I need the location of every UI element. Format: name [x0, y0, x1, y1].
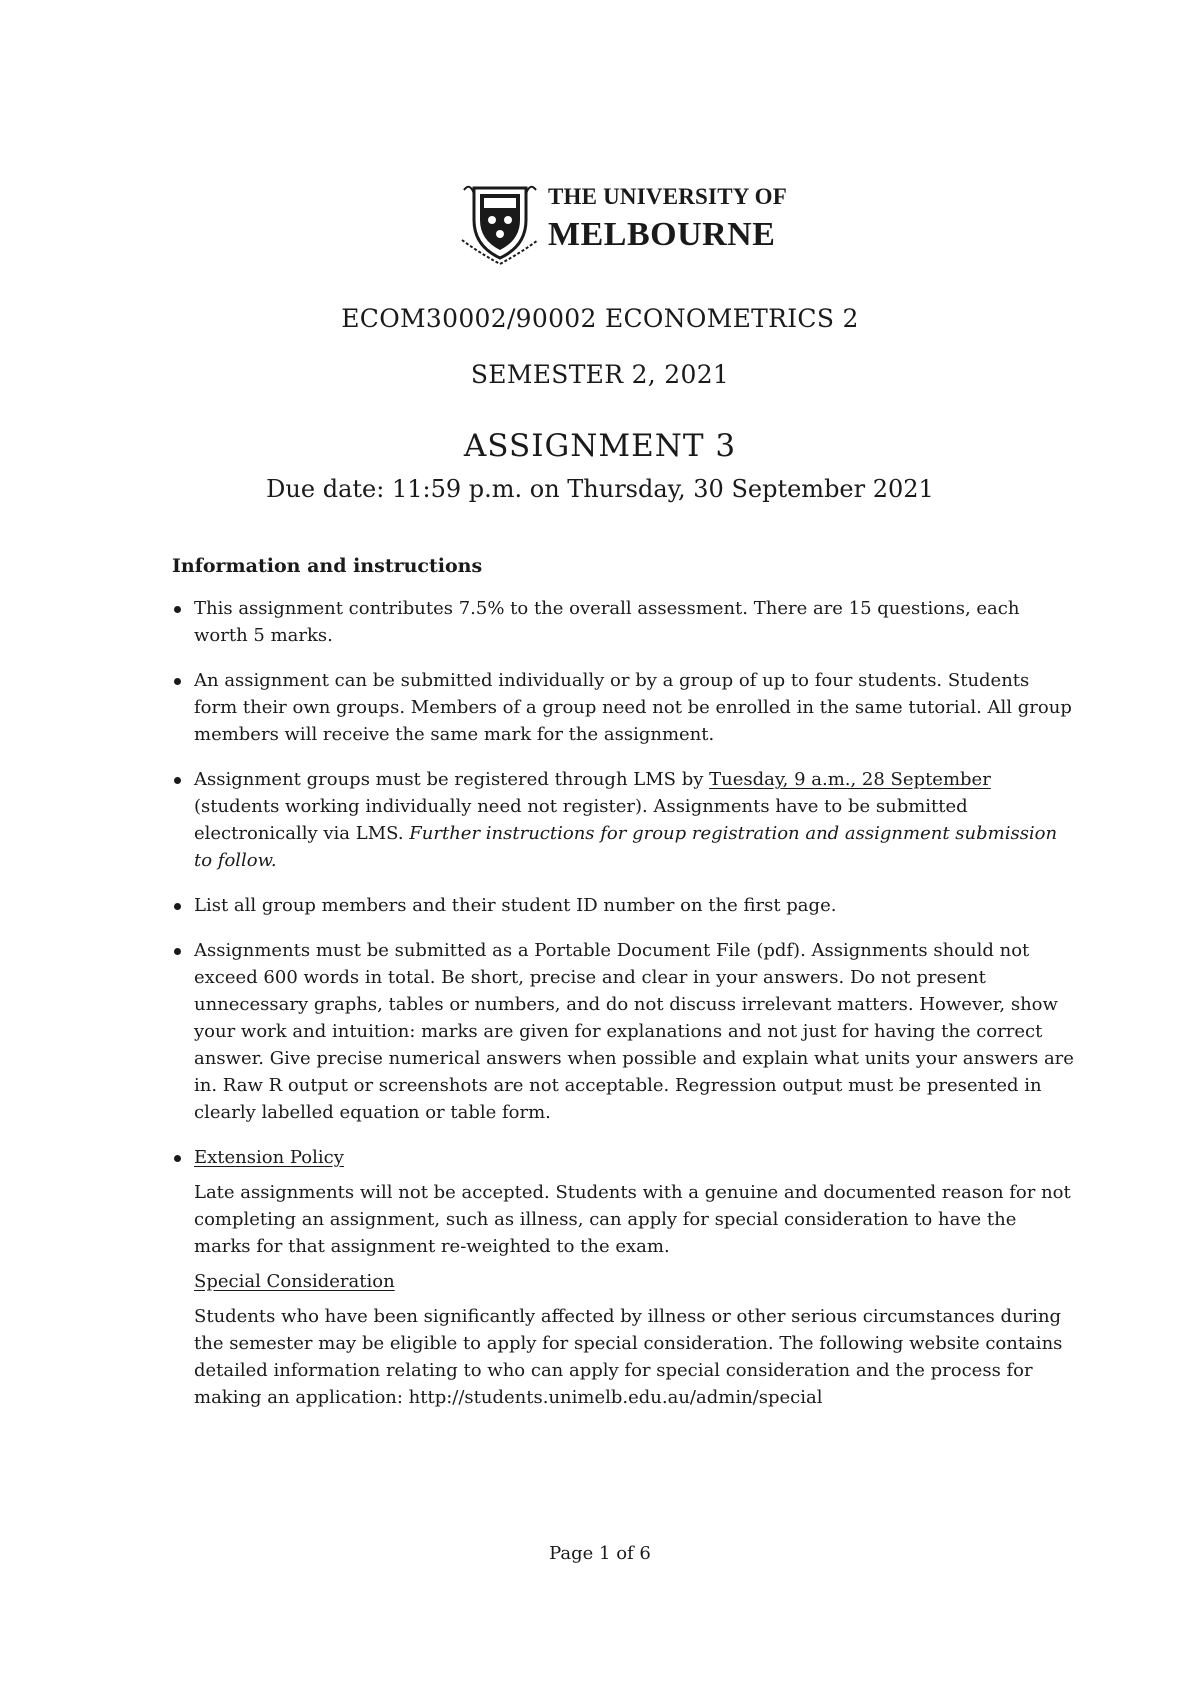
university-crest-icon — [460, 180, 542, 266]
bullet-icon — [174, 606, 181, 613]
bullet-text: Assignments must be submitted as a Portable Document File (pdf). Assignments should not exceed 600 words in total. Be short, precise and clear in your answers. Do not present unnecessary graphs, tables or numbers, and do not discuss irrelevant matters. However, show your work and intuition: marks are given for explanations and not just for having the correct answer. Give precise numerical answers when possible and explain what units your answers are in. Raw R output or screenshots are not acceptable. Regression output must be presented in clearly labelled equation or table form. — [194, 940, 1074, 1123]
bullet-icon — [174, 777, 181, 784]
extension-policy-heading: Extension Policy — [194, 1147, 344, 1168]
further-instructions-note: Further instructions for group registration and assignment submission to follow. — [194, 823, 1058, 871]
special-consideration-heading: Special Consideration — [194, 1271, 395, 1292]
bullet-text: Assignment groups must be registered through LMS by — [194, 769, 710, 790]
due-date: Due date: 11:59 p.m. on Thursday, 30 September 2021 — [266, 475, 934, 503]
list-item — [172, 1144, 1078, 1411]
section-heading: Information and instructions — [172, 555, 483, 577]
list-item — [172, 595, 1078, 649]
extension-policy-text: Late assignments will not be accepted. Students with a genuine and documented reason for not completing an assignment, such as illness, can apply for special consideration to have the marks for that assignment re-weighted to the exam. — [194, 1182, 1071, 1257]
registration-deadline: Tuesday, 9 a.m., 28 September — [709, 769, 991, 790]
bullet-icon — [174, 948, 181, 955]
special-consideration-text: Students who have been significantly affected by illness or other serious circumstances during the semester may be eligible to apply for special consideration. The following website contains detailed information relating to who can apply for special consideration and the process for making an application: — [194, 1306, 1063, 1408]
instruction-list — [172, 595, 1078, 1429]
list-item — [172, 937, 1078, 1126]
special-consideration-link[interactable]: http://students.unimelb.edu.au/admin/special — [408, 1387, 823, 1408]
bullet-icon — [174, 1155, 181, 1162]
bullet-text: An assignment can be submitted individually or by a group of up to four students. Students form their own groups. Members of a group need not be enrolled in the same tutorial. All group members will receive the same mark for the assignment. — [194, 670, 1072, 745]
bullet-text: This assignment contributes 7.5% to the overall assessment. There are 15 questions, each worth 5 marks. — [194, 598, 1020, 646]
bullet-icon — [174, 678, 181, 685]
list-item — [172, 667, 1078, 748]
assignment-title: ASSIGNMENT 3 — [463, 428, 737, 464]
course-title: ECOM30002/90002 ECONOMETRICS 2 — [341, 304, 859, 333]
page-number: Page 1 of 6 — [549, 1543, 651, 1564]
logo-wordmark-top: THE UNIVERSITY OF — [548, 184, 787, 209]
list-item — [172, 892, 1078, 919]
university-logo — [460, 180, 787, 270]
bullet-text: (students working individually need not register). Assignments have to be submitted electronically via LMS. — [194, 796, 968, 844]
semester-line: SEMESTER 2, 2021 — [470, 360, 730, 389]
logo-wordmark-bottom: MELBOURNE — [548, 216, 776, 253]
bullet-text: List all group members and their student ID number on the first page. — [194, 895, 837, 916]
bullet-icon — [174, 903, 181, 910]
list-item — [172, 766, 1078, 874]
